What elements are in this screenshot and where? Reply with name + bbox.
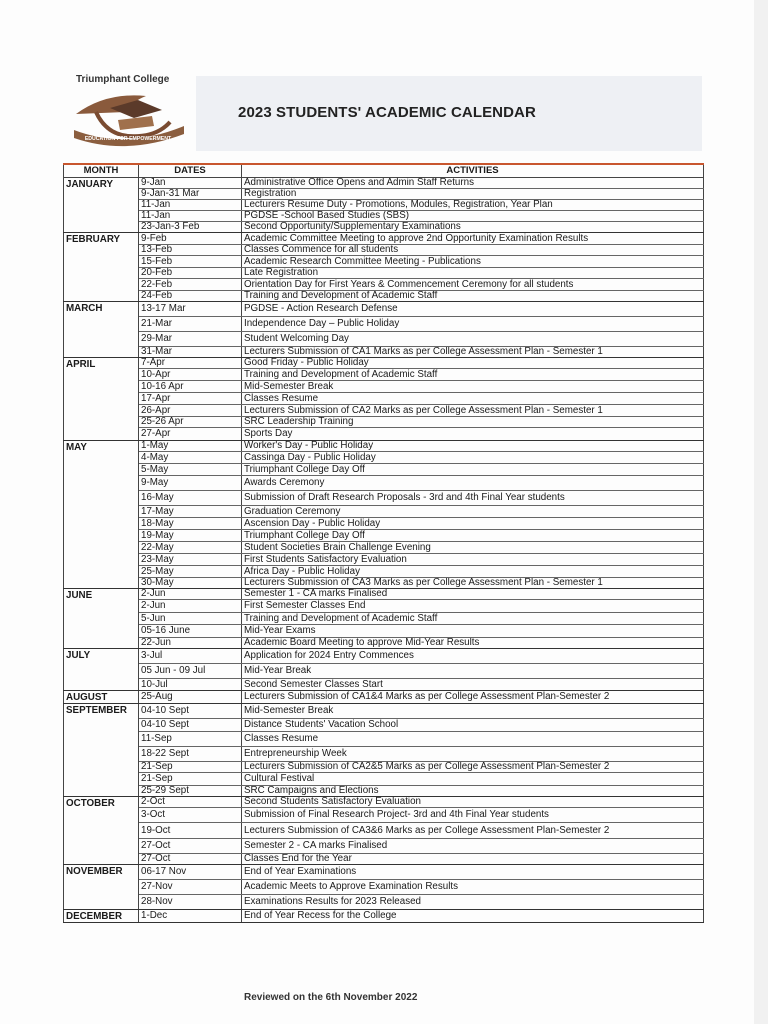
table-row [64, 664, 704, 679]
date-cell: 5-Jun [139, 613, 242, 625]
table-row [64, 786, 704, 797]
month-cell: FEBRUARY [64, 233, 139, 302]
table-row [64, 279, 704, 291]
month-cell: SEPTEMBER [64, 704, 139, 797]
date-cell: 3-Jul [139, 649, 242, 664]
activity-cell: Academic Board Meeting to approve Mid-Year Results [242, 638, 704, 649]
activity-cell: Student Societies Brain Challenge Evening [242, 542, 704, 554]
table-row [64, 732, 704, 747]
month-cell: OCTOBER [64, 797, 139, 865]
activity-cell: Cassinga Day - Public Holiday [242, 452, 704, 464]
date-cell: 1-May [139, 441, 242, 452]
activity-cell: SRC Campaigns and Elections [242, 786, 704, 797]
activity-cell: End of Year Examinations [242, 865, 704, 880]
activity-cell: PGDSE -School Based Studies (SBS) [242, 211, 704, 222]
activity-cell: Submission of Draft Research Proposals - 3rd and 4th Final Year students [242, 491, 704, 506]
activity-cell: Graduation Ceremony [242, 506, 704, 518]
table-row [64, 268, 704, 279]
date-cell: 13-Feb [139, 245, 242, 256]
college-name: Triumphant College [76, 74, 170, 85]
academic-calendar-table [63, 163, 704, 923]
date-cell: 9-Feb [139, 233, 242, 245]
table-row [64, 542, 704, 554]
date-cell: 1-Dec [139, 910, 242, 923]
date-cell: 22-Feb [139, 279, 242, 291]
date-cell: 3-Oct [139, 808, 242, 823]
table-row [64, 518, 704, 530]
table-row [64, 613, 704, 625]
activity-cell: Africa Day - Public Holiday [242, 566, 704, 578]
table-row [64, 895, 704, 910]
table-row [64, 823, 704, 839]
month-cell: MAY [64, 441, 139, 589]
table-row [64, 704, 704, 719]
date-cell: 24-Feb [139, 291, 242, 302]
activity-cell: Semester 2 - CA marks Finalised [242, 839, 704, 854]
date-cell: 25-May [139, 566, 242, 578]
review-note: Reviewed on the 6th November 2022 [244, 992, 418, 1003]
month-cell: AUGUST [64, 691, 139, 704]
calendar-body [64, 178, 704, 923]
date-cell: 20-Feb [139, 268, 242, 279]
date-cell: 21-Sep [139, 762, 242, 773]
activity-cell: Second Opportunity/Supplementary Examinations [242, 222, 704, 233]
activity-cell: Classes Resume [242, 393, 704, 405]
date-cell: 19-May [139, 530, 242, 542]
table-row [64, 808, 704, 823]
date-cell: 11-Jan [139, 211, 242, 222]
activity-cell: Administrative Office Opens and Admin Staff Returns [242, 178, 704, 189]
page-edge [754, 0, 768, 1024]
table-row [64, 178, 704, 189]
activity-cell: PGDSE - Action Research Defense [242, 302, 704, 317]
date-cell: 11-Jan [139, 200, 242, 211]
date-cell: 29-Mar [139, 332, 242, 347]
activity-cell: Orientation Day for First Years & Commencement Ceremony for all students [242, 279, 704, 291]
date-cell: 04-10 Sept [139, 704, 242, 719]
table-row [64, 405, 704, 417]
activity-cell: Lecturers Submission of CA2 Marks as per College Assessment Plan - Semester 1 [242, 405, 704, 417]
activity-cell: First Students Satisfactory Evaluation [242, 554, 704, 566]
date-cell: 27-Oct [139, 839, 242, 854]
date-cell: 2-Jun [139, 589, 242, 600]
date-cell: 17-May [139, 506, 242, 518]
activity-cell: Worker's Day - Public Holiday [242, 441, 704, 452]
table-row [64, 679, 704, 691]
column-header-activities: ACTIVITIES [242, 164, 704, 178]
table-row [64, 464, 704, 476]
date-cell: 10-Jul [139, 679, 242, 691]
date-cell: 7-Apr [139, 358, 242, 369]
activity-cell: Application for 2024 Entry Commences [242, 649, 704, 664]
table-row [64, 491, 704, 506]
table-row [64, 393, 704, 405]
date-cell: 05 Jun - 09 Jul [139, 664, 242, 679]
date-cell: 11-Sep [139, 732, 242, 747]
date-cell: 23-May [139, 554, 242, 566]
table-row [64, 865, 704, 880]
activity-cell: Academic Research Committee Meeting - Publications [242, 256, 704, 268]
table-row [64, 291, 704, 302]
activity-cell: Classes Resume [242, 732, 704, 747]
college-logo [66, 86, 192, 152]
date-cell: 16-May [139, 491, 242, 506]
activity-cell: Lecturers Submission of CA3&6 Marks as per College Assessment Plan-Semester 2 [242, 823, 704, 839]
date-cell: 22-Jun [139, 638, 242, 649]
month-cell: JANUARY [64, 178, 139, 233]
table-row [64, 417, 704, 428]
activity-cell: First Semester Classes End [242, 600, 704, 613]
activity-cell: Lecturers Submission of CA1 Marks as per College Assessment Plan - Semester 1 [242, 347, 704, 358]
month-cell: JUNE [64, 589, 139, 649]
date-cell: 9-May [139, 476, 242, 491]
table-row [64, 910, 704, 923]
date-cell: 28-Nov [139, 895, 242, 910]
activity-cell: Academic Meets to Approve Examination Results [242, 880, 704, 895]
activity-cell: Mid-Year Break [242, 664, 704, 679]
activity-cell: Triumphant College Day Off [242, 530, 704, 542]
table-row [64, 854, 704, 865]
activity-cell: Submission of Final Research Project- 3rd and 4th Final Year students [242, 808, 704, 823]
date-cell: 2-Jun [139, 600, 242, 613]
activity-cell: Distance Students' Vacation School [242, 719, 704, 732]
table-row [64, 358, 704, 369]
logo-motto: EDUCATION FOR EMPOWERMENT [84, 136, 172, 142]
table-row [64, 719, 704, 732]
activity-cell: Ascension Day - Public Holiday [242, 518, 704, 530]
table-row [64, 233, 704, 245]
table-row [64, 381, 704, 393]
activity-cell: Training and Development of Academic Staff [242, 291, 704, 302]
table-row [64, 506, 704, 518]
activity-cell: Lecturers Submission of CA3 Marks as per College Assessment Plan - Semester 1 [242, 578, 704, 589]
activity-cell: Lecturers Resume Duty - Promotions, Modules, Registration, Year Plan [242, 200, 704, 211]
table-row [64, 747, 704, 762]
activity-cell: Classes End for the Year [242, 854, 704, 865]
activity-cell: Lecturers Submission of CA1&4 Marks as per College Assessment Plan-Semester 2 [242, 691, 704, 704]
activity-cell: Semester 1 - CA marks Finalised [242, 589, 704, 600]
table-row [64, 332, 704, 347]
date-cell: 10-Apr [139, 369, 242, 381]
table-row [64, 600, 704, 613]
table-row [64, 347, 704, 358]
table-row [64, 222, 704, 233]
month-cell: NOVEMBER [64, 865, 139, 910]
activity-cell: Mid-Semester Break [242, 381, 704, 393]
page-title: 2023 STUDENTS' ACADEMIC CALENDAR [238, 104, 536, 121]
date-cell: 25-29 Sept [139, 786, 242, 797]
table-row [64, 880, 704, 895]
date-cell: 30-May [139, 578, 242, 589]
table-row [64, 773, 704, 786]
date-cell: 23-Jan-3 Feb [139, 222, 242, 233]
table-row [64, 245, 704, 256]
activity-cell: Cultural Festival [242, 773, 704, 786]
date-cell: 2-Oct [139, 797, 242, 808]
date-cell: 25-26 Apr [139, 417, 242, 428]
table-row [64, 530, 704, 542]
table-header-row [64, 164, 704, 178]
date-cell: 9-Jan-31 Mar [139, 189, 242, 200]
table-row [64, 625, 704, 638]
column-header-dates: DATES [139, 164, 242, 178]
activity-cell: Sports Day [242, 428, 704, 441]
table-row [64, 554, 704, 566]
activity-cell: Second Students Satisfactory Evaluation [242, 797, 704, 808]
activity-cell: Awards Ceremony [242, 476, 704, 491]
date-cell: 18-22 Sept [139, 747, 242, 762]
activity-cell: Examinations Results for 2023 Released [242, 895, 704, 910]
date-cell: 25-Aug [139, 691, 242, 704]
activity-cell: Mid-Semester Break [242, 704, 704, 719]
activity-cell: Student Welcoming Day [242, 332, 704, 347]
table-row [64, 369, 704, 381]
activity-cell: Second Semester Classes Start [242, 679, 704, 691]
date-cell: 27-Oct [139, 854, 242, 865]
date-cell: 21-Sep [139, 773, 242, 786]
activity-cell: Good Friday - Public Holiday [242, 358, 704, 369]
date-cell: 13-17 Mar [139, 302, 242, 317]
activity-cell: Academic Committee Meeting to approve 2nd Opportunity Examination Results [242, 233, 704, 245]
date-cell: 26-Apr [139, 405, 242, 417]
date-cell: 05-16 June [139, 625, 242, 638]
activity-cell: Late Registration [242, 268, 704, 279]
table-row [64, 649, 704, 664]
date-cell: 17-Apr [139, 393, 242, 405]
activity-cell: SRC Leadership Training [242, 417, 704, 428]
table-row [64, 256, 704, 268]
table-row [64, 189, 704, 200]
date-cell: 18-May [139, 518, 242, 530]
activity-cell: Mid-Year Exams [242, 625, 704, 638]
table-row [64, 691, 704, 704]
table-row [64, 638, 704, 649]
activity-cell: Independence Day – Public Holiday [242, 317, 704, 332]
date-cell: 27-Apr [139, 428, 242, 441]
activity-cell: Registration [242, 189, 704, 200]
month-cell: MARCH [64, 302, 139, 358]
table-row [64, 476, 704, 491]
table-row [64, 839, 704, 854]
date-cell: 27-Nov [139, 880, 242, 895]
date-cell: 04-10 Sept [139, 719, 242, 732]
table-row [64, 428, 704, 441]
date-cell: 10-16 Apr [139, 381, 242, 393]
month-cell: DECEMBER [64, 910, 139, 923]
activity-cell: Lecturers Submission of CA2&5 Marks as per College Assessment Plan-Semester 2 [242, 762, 704, 773]
date-cell: 5-May [139, 464, 242, 476]
date-cell: 9-Jan [139, 178, 242, 189]
table-row [64, 452, 704, 464]
table-row [64, 797, 704, 808]
table-row [64, 578, 704, 589]
column-header-month: MONTH [64, 164, 139, 178]
activity-cell: Training and Development of Academic Staff [242, 613, 704, 625]
table-row [64, 441, 704, 452]
date-cell: 19-Oct [139, 823, 242, 839]
date-cell: 15-Feb [139, 256, 242, 268]
activity-cell: End of Year Recess for the College [242, 910, 704, 923]
table-row [64, 200, 704, 211]
table-row [64, 317, 704, 332]
activity-cell: Entrepreneurship Week [242, 747, 704, 762]
activity-cell: Triumphant College Day Off [242, 464, 704, 476]
date-cell: 21-Mar [139, 317, 242, 332]
table-row [64, 589, 704, 600]
table-row [64, 566, 704, 578]
activity-cell: Training and Development of Academic Staff [242, 369, 704, 381]
month-cell: APRIL [64, 358, 139, 441]
table-row [64, 762, 704, 773]
date-cell: 06-17 Nov [139, 865, 242, 880]
activity-cell: Classes Commence for all students [242, 245, 704, 256]
date-cell: 31-Mar [139, 347, 242, 358]
date-cell: 22-May [139, 542, 242, 554]
table-row [64, 211, 704, 222]
month-cell: JULY [64, 649, 139, 691]
date-cell: 4-May [139, 452, 242, 464]
table-row [64, 302, 704, 317]
